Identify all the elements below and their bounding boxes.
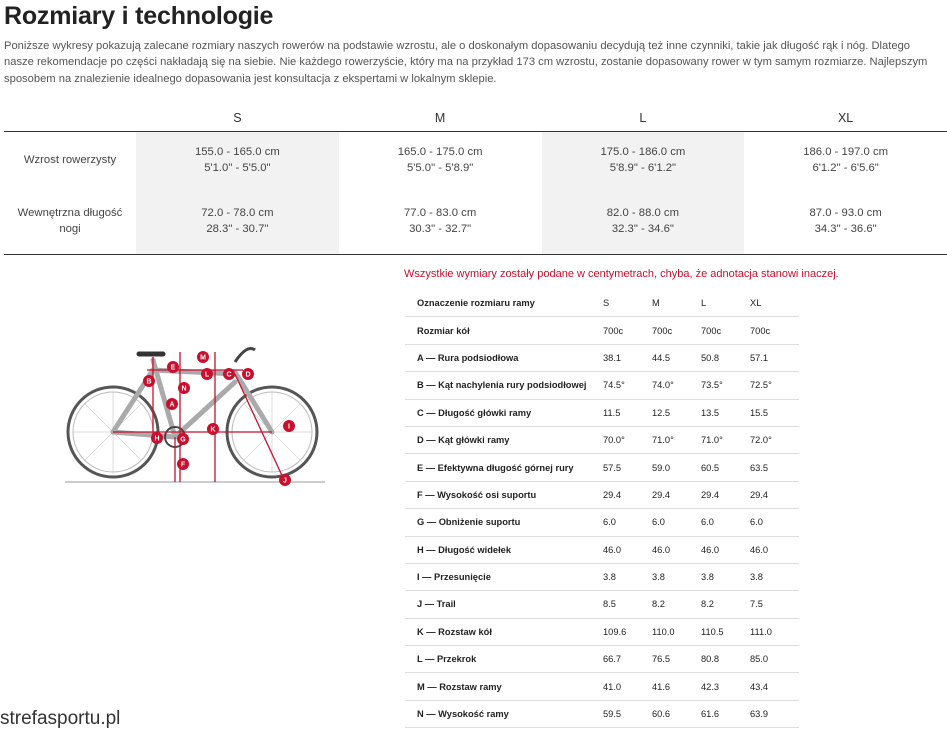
geometry-row bbox=[405, 646, 799, 673]
geometry-row bbox=[405, 317, 799, 344]
geometry-body bbox=[405, 317, 799, 728]
measurement-label: E — Efektywna długość górnej rury bbox=[405, 454, 603, 481]
measurement-value: 3.8 bbox=[701, 563, 750, 590]
measurement-value: 3.8 bbox=[750, 563, 799, 590]
diagram-letter: J bbox=[283, 477, 287, 485]
diagram-letter: F bbox=[180, 461, 186, 469]
measurement-value: 700c bbox=[603, 317, 652, 344]
geometry-header-label: Oznaczenie rozmiaru ramy bbox=[405, 290, 603, 317]
inch-value: 34.3" - 36.6" bbox=[814, 222, 877, 235]
size-cell bbox=[339, 132, 542, 188]
watermark: strefasportu.pl bbox=[0, 708, 121, 729]
measurement-value: 29.4 bbox=[701, 481, 750, 508]
measurement-value: 13.5 bbox=[701, 399, 750, 426]
size-header-empty bbox=[4, 104, 136, 132]
measurement-label: G — Obniżenie suportu bbox=[405, 509, 603, 536]
measurement-value: 8.2 bbox=[701, 591, 750, 618]
measurement-value: 109.6 bbox=[603, 618, 652, 645]
measurement-value: 111.0 bbox=[750, 618, 799, 645]
size-header-l: L bbox=[542, 104, 745, 132]
inch-value: 5'5.0" - 5'8.9" bbox=[406, 161, 474, 174]
measurement-value: 85.0 bbox=[750, 646, 799, 673]
measurement-value: 29.4 bbox=[750, 481, 799, 508]
geometry-header-l: L bbox=[701, 290, 750, 317]
measurement-value: 29.4 bbox=[603, 481, 652, 508]
geometry-row bbox=[405, 344, 799, 371]
geometry-row bbox=[405, 481, 799, 508]
measurement-label: K — Rozstaw kół bbox=[405, 618, 603, 645]
measurement-value: 110.5 bbox=[701, 618, 750, 645]
measurement-value: 12.5 bbox=[652, 399, 701, 426]
geometry-row bbox=[405, 454, 799, 481]
measurement-label: N — Wysokość ramy bbox=[405, 700, 603, 727]
measurement-value: 63.5 bbox=[750, 454, 799, 481]
cm-value: 155.0 - 165.0 cm bbox=[194, 145, 280, 158]
inch-value: 30.3" - 32.7" bbox=[409, 222, 472, 235]
measurement-label: C — Długość główki ramy bbox=[405, 399, 603, 426]
size-cell bbox=[744, 187, 947, 255]
measurement-value: 71.0° bbox=[652, 426, 701, 453]
cm-value: 165.0 - 175.0 cm bbox=[397, 145, 483, 158]
geometry-row bbox=[405, 399, 799, 426]
measurement-value: 11.5 bbox=[603, 399, 652, 426]
measurement-value: 110.0 bbox=[652, 618, 701, 645]
diagram-letter: E bbox=[170, 364, 176, 372]
inch-value: 28.3" - 30.7" bbox=[206, 222, 269, 235]
size-cell bbox=[136, 132, 339, 188]
geometry-header-row bbox=[405, 290, 799, 317]
measurement-value: 7.5 bbox=[750, 591, 799, 618]
measurement-value: 60.5 bbox=[701, 454, 750, 481]
measurement-value: 46.0 bbox=[701, 536, 750, 563]
units-note: Wszystkie wymiary zostały podane w centymetrach, chyba, że adnotacja stanowi inaczej. bbox=[404, 268, 839, 280]
measurement-value: 700c bbox=[701, 317, 750, 344]
size-header-m: M bbox=[339, 104, 542, 132]
diagram-letter: K bbox=[210, 426, 216, 434]
row-label: Wzrost rowerzysty bbox=[23, 153, 117, 166]
diagram-letter: D bbox=[245, 371, 251, 379]
geometry-row bbox=[405, 509, 799, 536]
measurement-value: 46.0 bbox=[750, 536, 799, 563]
measurement-value: 72.0° bbox=[750, 426, 799, 453]
measurement-value: 6.0 bbox=[750, 509, 799, 536]
geometry-table bbox=[405, 290, 799, 728]
intro-text: Poniższe wykresy pokazują zalecane rozmiary naszych rowerów na podstawie wzrostu, ale o doskonałym dopasowaniu decydują też inne czynniki, takie jak długość rąk i nóg. Dlatego nasze rekomendacje po części nakładają się na siebie. Nie każdego rowerzyście, który ma na przykład 173 cm wzrostu, zostanie dopasowany rower w tym samym rozmiarze. Najlepszym sposobem na znalezienie idealnego dopasowania jest konsultacja z ekspertami w lokalnym sklepie. bbox=[4, 40, 928, 85]
geometry-row bbox=[405, 426, 799, 453]
size-header-xl: XL bbox=[744, 104, 947, 132]
measurement-value: 70.0° bbox=[603, 426, 652, 453]
measurement-value: 44.5 bbox=[652, 344, 701, 371]
measurement-value: 43.4 bbox=[750, 673, 799, 700]
size-cell bbox=[744, 132, 947, 188]
inch-value: 5'8.9" - 6'1.2" bbox=[609, 161, 677, 174]
diagram-letter: N bbox=[181, 385, 187, 393]
cm-value: 77.0 - 83.0 cm bbox=[404, 206, 477, 219]
measurement-label: Rozmiar kół bbox=[405, 317, 603, 344]
measurement-value: 63.9 bbox=[750, 700, 799, 727]
measurement-value: 6.0 bbox=[701, 509, 750, 536]
inch-value: 6'1.2" - 6'5.6" bbox=[812, 161, 879, 174]
measurement-label: I — Przesunięcie bbox=[405, 563, 603, 590]
diagram-letter: C bbox=[226, 371, 232, 379]
measurement-value: 46.0 bbox=[603, 536, 652, 563]
measurement-label: J — Trail bbox=[405, 591, 603, 618]
measurement-value: 29.4 bbox=[652, 481, 701, 508]
geometry-row bbox=[405, 618, 799, 645]
measurement-value: 6.0 bbox=[603, 509, 652, 536]
size-row bbox=[4, 187, 947, 255]
cm-value: 72.0 - 78.0 cm bbox=[201, 206, 274, 219]
geometry-row bbox=[405, 536, 799, 563]
page-title: Rozmiary i technologie bbox=[4, 2, 274, 30]
measurement-value: 50.8 bbox=[701, 344, 750, 371]
geometry-header-xl: XL bbox=[750, 290, 799, 317]
diagram-letter: G bbox=[180, 436, 186, 444]
diagram-letter: L bbox=[204, 371, 210, 379]
measurement-value: 700c bbox=[652, 317, 701, 344]
measurement-value: 57.1 bbox=[750, 344, 799, 371]
size-cell bbox=[339, 187, 542, 255]
diagram-letter: M bbox=[200, 354, 206, 362]
measurement-value: 8.5 bbox=[603, 591, 652, 618]
diagram-letter: I bbox=[288, 423, 290, 431]
measurement-value: 3.8 bbox=[603, 563, 652, 590]
size-cell bbox=[542, 132, 745, 188]
diagram-letter: B bbox=[146, 378, 152, 386]
measurement-value: 42.3 bbox=[701, 673, 750, 700]
cm-value: 186.0 - 197.0 cm bbox=[803, 145, 889, 158]
measurement-label: D — Kąt główki ramy bbox=[405, 426, 603, 453]
geometry-header-m: M bbox=[652, 290, 701, 317]
size-row bbox=[4, 132, 947, 188]
measurement-value: 8.2 bbox=[652, 591, 701, 618]
measurement-value: 3.8 bbox=[652, 563, 701, 590]
cm-value: 175.0 - 186.0 cm bbox=[600, 145, 686, 158]
bike-geometry-diagram bbox=[55, 332, 335, 492]
size-chart-table bbox=[4, 104, 947, 255]
measurement-label: F — Wysokość osi suportu bbox=[405, 481, 603, 508]
measurement-value: 74.5° bbox=[603, 372, 652, 399]
measurement-value: 38.1 bbox=[603, 344, 652, 371]
measurement-value: 700c bbox=[750, 317, 799, 344]
measurement-value: 41.0 bbox=[603, 673, 652, 700]
measurement-value: 59.0 bbox=[652, 454, 701, 481]
measurement-value: 41.6 bbox=[652, 673, 701, 700]
measurement-value: 15.5 bbox=[750, 399, 799, 426]
size-header-s: S bbox=[136, 104, 339, 132]
measurement-value: 73.5° bbox=[701, 372, 750, 399]
measurement-value: 60.6 bbox=[652, 700, 701, 727]
measurement-value: 61.6 bbox=[701, 700, 750, 727]
measurement-value: 71.0° bbox=[701, 426, 750, 453]
geometry-row bbox=[405, 673, 799, 700]
measurement-value: 74.0° bbox=[652, 372, 701, 399]
cm-value: 82.0 - 88.0 cm bbox=[606, 206, 679, 219]
measurement-label: L — Przekrok bbox=[405, 646, 603, 673]
measurement-value: 66.7 bbox=[603, 646, 652, 673]
diagram-letter: A bbox=[169, 401, 175, 409]
geometry-header-s: S bbox=[603, 290, 652, 317]
measurement-label: A — Rura podsiodłowa bbox=[405, 344, 603, 371]
geometry-row bbox=[405, 372, 799, 399]
measurement-value: 57.5 bbox=[603, 454, 652, 481]
measurement-value: 72.5° bbox=[750, 372, 799, 399]
measurement-value: 80.8 bbox=[701, 646, 750, 673]
geometry-row bbox=[405, 563, 799, 590]
size-cell bbox=[542, 187, 745, 255]
row-label: Wewnętrzna długość nogi bbox=[4, 187, 136, 255]
measurement-label: M — Rozstaw ramy bbox=[405, 673, 603, 700]
measurement-value: 6.0 bbox=[652, 509, 701, 536]
measurement-label: B — Kąt nachylenia rury podsiodłowej bbox=[405, 372, 603, 399]
cm-value: 87.0 - 93.0 cm bbox=[809, 206, 882, 219]
inch-value: 5'1.0" - 5'5.0" bbox=[204, 161, 271, 174]
measurement-label: H — Długość widełek bbox=[405, 536, 603, 563]
inch-value: 32.3" - 34.6" bbox=[611, 222, 674, 235]
diagram-letter: H bbox=[154, 435, 160, 443]
geometry-row bbox=[405, 591, 799, 618]
size-cell bbox=[136, 187, 339, 255]
measurement-value: 59.5 bbox=[603, 700, 652, 727]
measurement-value: 46.0 bbox=[652, 536, 701, 563]
measurement-value: 76.5 bbox=[652, 646, 701, 673]
